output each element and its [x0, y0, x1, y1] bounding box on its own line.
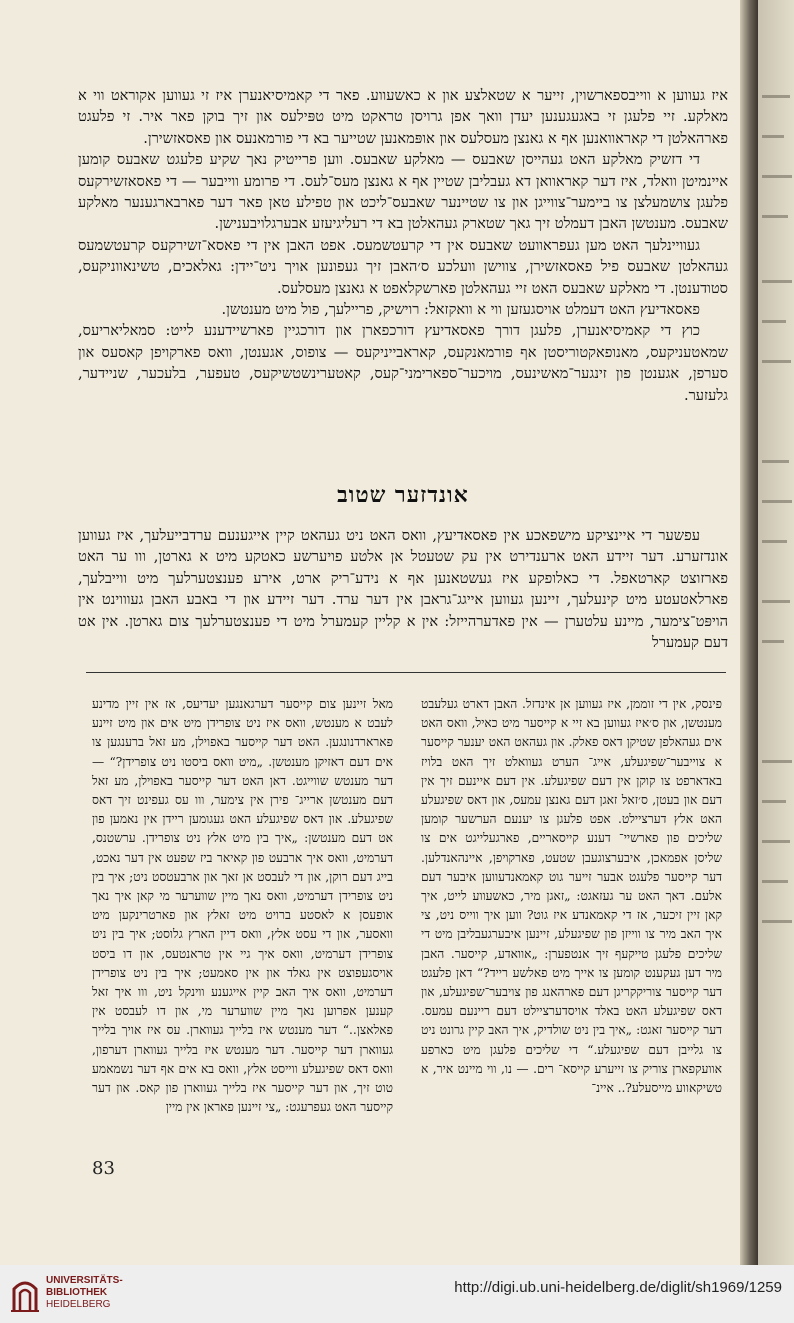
- library-line: HEIDELBERG: [46, 1299, 111, 1310]
- citation-url-link[interactable]: http://digi.ub.uni-heidelberg.de/diglit/sh1969/1259: [454, 1279, 782, 1296]
- book-gutter: [740, 0, 758, 1265]
- section-body: [78, 525, 728, 653]
- paragraph: פאסאדיעץ האט דעמלט אויסגעזען ווי א וואקזאל: רוישיק, פריילעך, פול מיט מענטשן.: [221, 301, 700, 319]
- intro-text: [78, 85, 728, 406]
- library-line: BIBLIOTHEK: [46, 1287, 108, 1298]
- left-column: מאל זיינען צום קייסער דערגאנגען יעדיעס, אז אין זיין מדינע לעבט א מענטש, וואס איז ניט צופרידן מיט אים און מיט זיינע פארארדנונגען. האט דער קייסער באפוילן, מע זאל ברענגען צו אים דעם דאזיקן מענטשן. „מיט וואס ביסטו ניט צופרידן?“ — דער מענטש שווייגט. דאן האט דער קייסער באפוילן, מע זאל דעם מענטשן ארייג־ פירן אין צימער, ווו עס געפינט זיך דאס שפיגעלע. און דאס שפיגעלע האט געגומען ריידן אין נאמען פון אט דעם מענטשן: „איך בין מיט אלץ ניט צופרידן. ערשטנס, דערמיט, וואס איך ארבעט פון קאיאר ביז שפעט אין דער נאכט, בייג דעם רוקן, און די לעבסט אן זאך און ארבעטסט ניט; איך בין ניט צופרידן דערמיט, וואס נאך מיין שווערער מי קאן איך נאך אופעסן א לאסטע ברויט מיט זאלץ און פארטרינקען מיט וואסער, און די עסט אלץ, וואס דיין הארץ גלוסט; איך בין ניט צופרידן דערמיט, וואס איך גיי אין טראנטעס, און דו ביסט אויסגעפוצט אין גאלד און אין סאמעט; איך בין ניט צופרידן דערמיט, וואס איך האב קיין אייגענע ווינקל ניט, ווו איך זאל קענען אפרוען נאך מיין שווערער מי, און דו לעבסט אין פאלאצן..“ דער מענטש איז בלייך געווארן. עס איז אויך בלייך געווארן דער קייסער. דער מענטש איז בלייך געווארן דערפון, וואס דאס שפיגעלע ווייסט אלץ, וואס בא אים אף דער נשמאמע טוט זיך, און דער קייסער איז בלייך געווארן פון קאס. און דער קייסער האט געפרעגט: „צי זיינען פאראן אין מיין: [92, 697, 393, 1115]
- right-column: פינסק, אין די זוממן, איז געווען אן אינדזל. האבן דארט געלעבט מענטשן, און ס׳איז געווען בא זיי א קייסער מיט כאיל, וואס האט אים געהאלפן שטיקן דאס פאלק. און געהאט האט יענער קייסער א צוייבער־שפיגעלע, אייג־ הערט געוואלט זיך האט בלויז באדארפט צו קוקן אין דעם שפיגעלע. אין דעם איינעם זיך אין דעם און בעטן, ס׳זאל זאגן דעם גאנצן עמעס, און דאס שפיגעלע האט אלץ דערציילט. אפט פלעגן צו יענעם הערשער קומען שליכים פון פארשיי־ דענע קייסאריים, פארגעלייגט אים צו שליסן אפמאכן, איבערצוגעבן שטעט, פארקויפן, איינהאנדלען. דער קייסער פלעגט אבער זייער גוט קאמאנדעווען איבער דעם אלעם. דאך האט ער געזאגט: „זאגן מיר, כאשעווע לייט, איך קאן זיין זיכער, אז די קאמאנדע איז גוט? ווען איך ווייס ניט, צי איך האב מיר צו ווייזן פון שפיגעלע, זיינען איבערגעבליבן מיט די שליכים פלעגן טייקעף זיך אנטפערן: „אוואדע, קייסער. האבן מיר דען געקענט קומען צו אייך מיט פאלשע רייד?“ דאן פלעגט דער קייסער צוריקקריגן דעם פארהאנג פון צויבער־שפיגעלע, און דאס שפיגעלע האט באלד אויסדערציילט דעם ריינעם עמעס. דער קייסער זאגט: „איך בין ניט שולדיק, איך האב קיין גרונט ניט צו גלייבן דעם שפיגעלע.“ די שליכים פלעגן מיט כארפע אוועקפארן צוריק צו זייערע קייסא־ רים. — נו, ווי מיינט איר, א טשיקאווע מייסעלע?.. איינ־: [421, 697, 722, 1096]
- library-line: UNIVERSITÄTS-: [46, 1275, 123, 1286]
- paragraph: עפשער די איינציקע מישפאכע אין פאסאדיעץ, וואס האט ניט געהאט קיין אייגענעם ערדבייעלעך, איז געווען אונדזערע. דער זיידע האט ארענדירט אין עק שטעטל אן אלטע פויערשע כאטקע מיט א גארטן, ווו ער האט פארזוצט קארטאפל. די כאלופקע איז געשטאנען אף א נידע־ריק ארט, אירע פענצטערלעך מיט ווייבלעך, פארלאטעטע מיט קינעלעך, זיינען געווען אייגג־גראבן אין דער ערד. דער זיידע און די באבע האבן געוווינט אין הויפּט־צימער, מיינע עלטערן — אין פאדערהייזל: אין א קליין קעמערל מיט די פענצטערלעך צום גארטן. אין אט דעם קעמערל: [78, 527, 728, 652]
- page-number: 83: [92, 1158, 115, 1179]
- paragraph: כוץ די קאמיסיאנערן, פלעגן דורך פאסאדיעץ דורכפארן און דורכגיין פארשיידענע לייט: סמאליאריעס, שמאטעניקעס, מאנופאקטוריסטן אף פורמאנקעס, קאראבייניקעס — צופוס, אגענטן, וואס פארקויפן קאסעס און סערפן, אגענטן פון זינגער־מאשינעס, מויכער־ספארימני־קעס, קאטערינשטשיקעס, טעפער, בלעכער, שניידער, גלעזער.: [78, 322, 728, 404]
- adjacent-page-edge: [758, 0, 794, 1265]
- paragraph: די דזשיק מאלקע האט געהייסן שאבעס — מאלקע שאבעס. ווען פרייטיק נאך שקיע פלעגט שאבעס קומען איינמיטן וואלד, איז דער קאראוואן דא געבליבן שטיין אף א גאנצן מעס־לעס. די פרומע ווייבער — די פאסאזשירקעס פלעגן צושמעלצן צו ביימער־צווייגן און צו שטיינער שאבעס־ליכט און טפילע טאן פאר דער פארבארגענער מאלקע שאבעס. מענטשן האבן דעמלט זיך גאך שטארק געהאלטן בא די רעליגיעזע אבערגלויבענישן.: [78, 151, 728, 233]
- university-logo-icon: [10, 1275, 40, 1313]
- two-column-text: [92, 695, 722, 1115]
- paragraph: געוויינלעך האט מען געפראוועט שאבעס אין די קרעטשמעס. אפט האבן אין די פאסא־זשירקעס קרעטשמעס געהאלטן שאבעס פיל פאסאזשירן, צווישן וועלכע ס׳האבן זיך געפונען אויך ניט־יידן: גאלאכים, טשינאווניקעס, סטודענטן. די מאלקע שאבעס האט זיי געהאלטן פארשקלאפט א גאנצן מעסלעס.: [78, 236, 728, 297]
- library-name: [46, 1275, 123, 1311]
- viewer-footer: [0, 1265, 794, 1323]
- section-heading: אונדזער שטוב: [337, 482, 469, 508]
- paragraph: איז געווען א ווייבספארשוין, זייער א שטאלצע און א כאשעווע. פאר די קאמיסיאנערן איז זי געווען אקוראט ווי א מאלקע. זיי פלעגן זי באגעגענען יעדן וואך אפן גרויסן טראקט מיט טפּילעס און זיך בוקן פאר איר. זי פלעגט פארהאלטן די קאראוואנען אף א גאנצן מעסלעס און אופּמאנען שטייער בא די פורמאנעס און פאסאזשירן.: [78, 87, 728, 147]
- divider-rule: [86, 672, 726, 673]
